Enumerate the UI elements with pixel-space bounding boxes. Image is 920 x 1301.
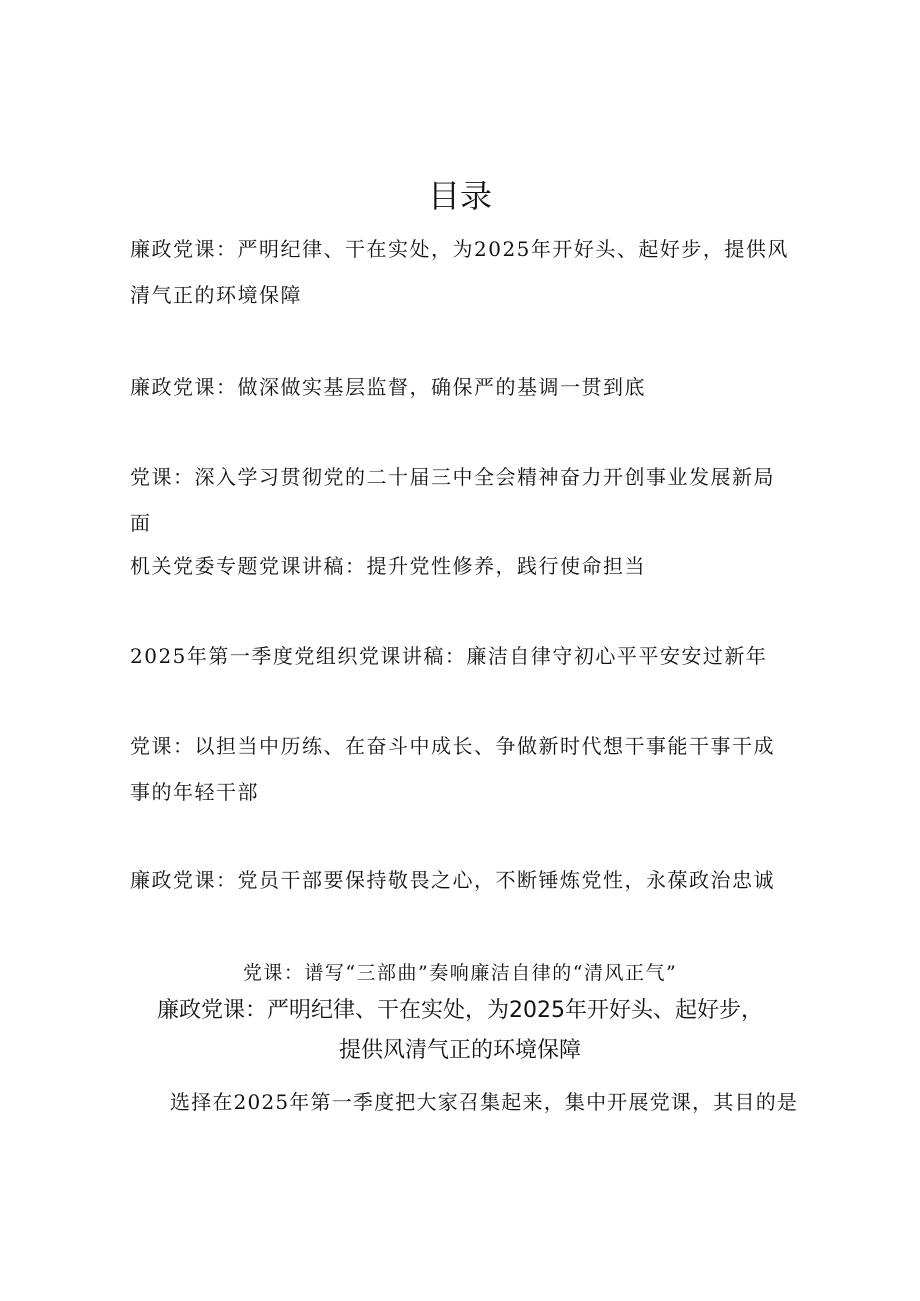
- article-first-paragraph: 选择在2025年第一季度把大家召集起来，集中开展党课，其目的是: [170, 1090, 799, 1114]
- toc-entry-5[interactable]: 2025年第一季度党组织党课讲稿：廉洁自律守初心平平安安过新年: [130, 644, 768, 668]
- article-title-line-2: 提供风清气正的环境保障: [338, 1038, 581, 1063]
- toc-entry-4[interactable]: 机关党委专题党课讲稿：提升党性修养，践行使命担当: [130, 554, 646, 578]
- toc-entry-1[interactable]: 廉政党课：严明纪律、干在实处，为2025年开好头、起好步，提供风清气正的环境保障: [130, 237, 789, 307]
- toc-entry-8[interactable]: 党课：谱写“三部曲”奏响廉洁自律的“清风正气”: [242, 962, 678, 984]
- article-title-line-1: 廉政党课：严明纪律、干在实处，为2025年开好头、起好步，: [157, 998, 763, 1023]
- toc-entry-6[interactable]: 党课：以担当中历练、在奋斗中成长、争做新时代想干事能干事干成事的年轻干部: [130, 734, 775, 804]
- toc-entry-3[interactable]: 党课：深入学习贯彻党的二十届三中全会精神奋力开创事业发展新局面: [130, 465, 775, 535]
- toc-entry-7[interactable]: 廉政党课：党员干部要保持敬畏之心，不断锤炼党性，永葆政治忠诚: [130, 868, 775, 892]
- toc-title: 目录: [427, 177, 492, 215]
- toc-entry-2[interactable]: 廉政党课：做深做实基层监督，确保严的基调一贯到底: [130, 375, 646, 399]
